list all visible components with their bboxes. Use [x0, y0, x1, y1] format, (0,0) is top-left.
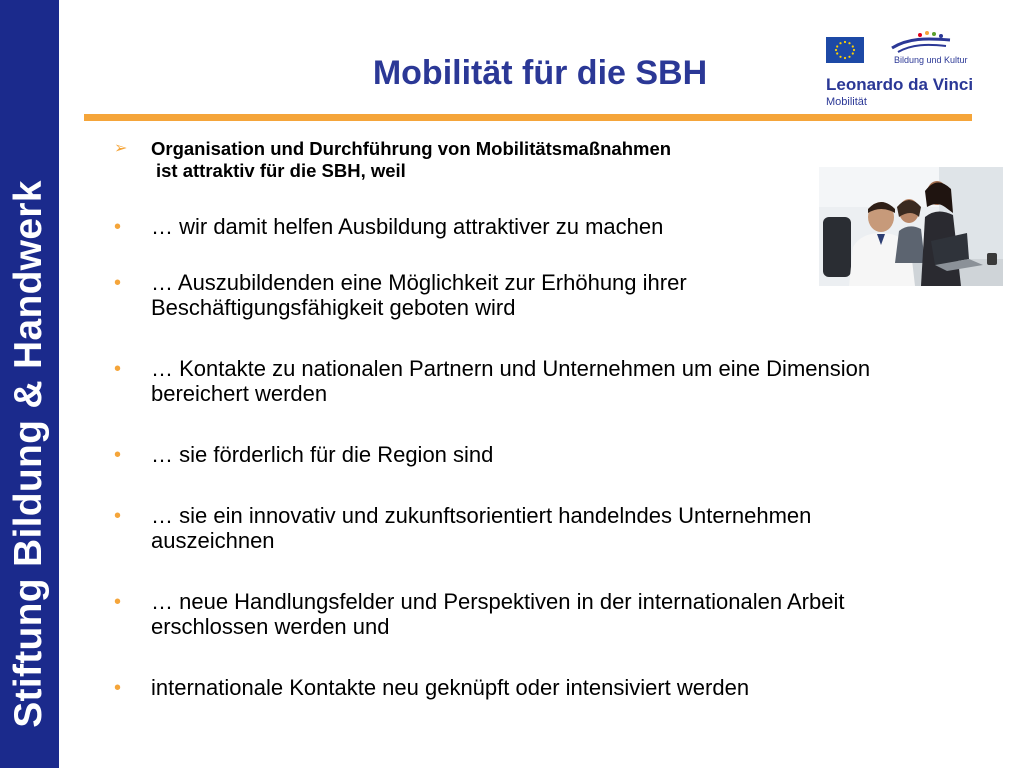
dot-bullet-icon: • — [114, 505, 122, 527]
list-item-text: internationale Kontakte neu geknüpft oder intensiviert werden — [151, 675, 750, 700]
arrowhead-bullet-icon: ➢ — [114, 140, 128, 157]
business-team-photo — [819, 167, 1003, 286]
dot-bullet-icon: • — [114, 272, 122, 294]
list-item-text: … Auszubildenden eine Möglichkeit zur Erhöhung ihrer Beschäftigungsfähigkeit geboten wird — [151, 270, 687, 320]
intro-line-2: ist attraktiv für die SBH, weil — [156, 160, 406, 181]
leonardo-da-vinci-logo — [824, 28, 984, 112]
dot-bullet-icon: • — [114, 216, 122, 238]
eu-flag-icon — [826, 37, 864, 63]
list-item-text: … sie ein innovativ und zukunftsorientiert handelndes Unternehmen auszeichnen — [151, 503, 812, 553]
slide-title: Mobilität für die SBH — [372, 54, 708, 92]
logo-subtitle: Mobilität — [826, 96, 867, 108]
title-divider — [84, 114, 972, 121]
side-band-text: Stiftung Bildung & Handwerk — [7, 180, 50, 728]
dot-bullet-icon: • — [114, 358, 122, 380]
intro-line-1: Organisation und Durchführung von Mobilitätsmaßnahmen — [151, 138, 672, 159]
list-item-text: … sie förderlich für die Region sind — [151, 442, 494, 467]
dot-bullet-icon: • — [114, 591, 122, 613]
dot-bullet-icon: • — [114, 444, 122, 466]
swoosh-icon — [890, 30, 954, 56]
side-band — [0, 0, 59, 768]
list-item-text: … neue Handlungsfelder und Perspektiven in der internationalen Arbeit erschlossen werden und — [151, 589, 845, 639]
list-item-text: … wir damit helfen Ausbildung attraktiver zu machen — [151, 214, 664, 239]
dot-bullet-icon: • — [114, 677, 122, 699]
logo-tagline: Bildung und Kultur — [894, 55, 968, 65]
list-item-text: … Kontakte zu nationalen Partnern und Unternehmen um eine Dimension bereichert werden — [151, 356, 871, 406]
logo-name: Leonardo da Vinci — [826, 75, 974, 94]
